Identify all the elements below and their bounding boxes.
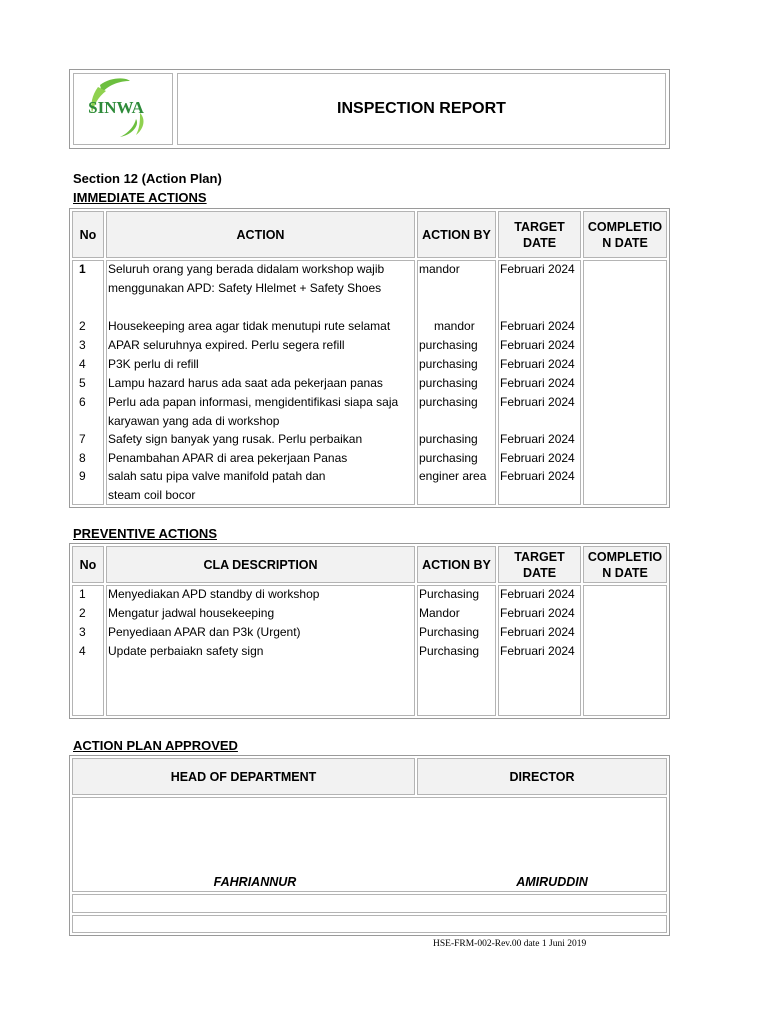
table-row-action-by: enginer area [419, 469, 487, 483]
table-row-description: Menyediakan APD standby di workshop [108, 587, 320, 601]
table-row-description: Mengatur jadwal housekeeping [108, 606, 275, 620]
col-header-completion-date: COMPLETIO N DATE [583, 211, 667, 258]
table-row-no: 6 [79, 395, 86, 409]
table-row-action-by: Mandor [419, 606, 460, 620]
table-row-target-date: Februari 2024 [500, 469, 575, 483]
company-logo [80, 75, 156, 143]
table-row-action: P3K perlu di refill [108, 357, 199, 371]
table-row-target-date: Februari 2024 [500, 451, 575, 465]
preventive-actions-heading: PREVENTIVE ACTIONS [73, 526, 217, 541]
col-header-target-date: TARGET DATE [498, 546, 581, 583]
table-row-action: Seluruh orang yang berada didalam workshop wajib menggunakan APD: Safety Hlelmet + Safety Shoes [108, 262, 385, 295]
table-row-target-date: Februari 2024 [500, 395, 575, 409]
table-row-target-date: Februari 2024 [500, 262, 575, 276]
table-row-action-by: purchasing [419, 395, 478, 409]
table-row-action: APAR seluruhnya expired. Perlu segera refill [108, 338, 345, 352]
body-col-completion-date [583, 260, 667, 505]
table-row-action: salah satu pipa valve manifold patah dan steam coil bocor [108, 469, 326, 502]
col-header-target-date: TARGET DATE [498, 211, 581, 258]
table-row-action: Housekeeping area agar tidak menutupi rute selamat [108, 319, 391, 333]
head-of-department-name: FAHRIANNUR [213, 875, 297, 889]
table-row-action-by: purchasing [419, 338, 478, 352]
approval-blank-row [72, 915, 667, 933]
table-row-action: Safety sign banyak yang rusak. Perlu perbaikan [108, 432, 363, 446]
table-row-no: 4 [79, 644, 86, 658]
approval-blank-row [72, 894, 667, 913]
table-row-action-by: Purchasing [419, 587, 480, 601]
table-row-target-date: Februari 2024 [500, 338, 575, 352]
table-row-no: 5 [79, 376, 86, 390]
form-reference: HSE-FRM-002-Rev.00 date 1 Juni 2019 [433, 939, 587, 949]
body-col-no [72, 260, 104, 505]
table-row-no: 9 [79, 469, 86, 483]
col-header-no: No [72, 211, 104, 258]
director-header: DIRECTOR [417, 758, 667, 795]
table-row-target-date: Februari 2024 [500, 357, 575, 371]
table-row-target-date: Februari 2024 [500, 625, 575, 639]
table-row-action-by: purchasing [419, 376, 478, 390]
col-header-cla-description: CLA DESCRIPTION [106, 546, 415, 583]
table-row-no: 1 [79, 262, 86, 276]
table-row-target-date: Februari 2024 [500, 319, 575, 333]
immediate-actions-heading: IMMEDIATE ACTIONS [73, 190, 207, 205]
page-title: INSPECTION REPORT [337, 100, 506, 117]
col-header-action-by: ACTION BY [417, 211, 496, 258]
head-of-department-header: HEAD OF DEPARTMENT [72, 758, 415, 795]
table-row-no: 1 [79, 587, 86, 601]
table-row-action: Penambahan APAR di area pekerjaan Panas [108, 451, 348, 465]
director-name: AMIRUDDIN [516, 875, 588, 889]
table-row-action-by: purchasing [419, 432, 478, 446]
approval-heading: ACTION PLAN APPROVED [73, 738, 238, 753]
table-row-action-by: mandor [419, 262, 460, 276]
table-row-no: 7 [79, 432, 86, 446]
col-header-completion-date: COMPLETIO N DATE [583, 546, 667, 583]
table-row-no: 2 [79, 319, 86, 333]
logo-text: SINWA [88, 98, 144, 117]
table-row-action-by: Purchasing [419, 625, 480, 639]
table-row-no: 3 [79, 338, 86, 352]
table-row-action: Perlu ada papan informasi, mengidentifikasi siapa saja karyawan yang ada di workshop [108, 395, 399, 428]
table-row-no: 4 [79, 357, 86, 371]
col-header-action-by: ACTION BY [417, 546, 496, 583]
table-row-description: Update perbaiakn safety sign [108, 644, 264, 658]
col-header-no: No [72, 546, 104, 583]
table-row-target-date: Februari 2024 [500, 376, 575, 390]
table-row-action-by: purchasing [419, 451, 478, 465]
body-col-no [72, 585, 104, 716]
table-row-target-date: Februari 2024 [500, 587, 575, 601]
body-col-completion-date [583, 585, 667, 716]
table-row-action-by: mandor [434, 319, 475, 333]
table-row-action-by: purchasing [419, 357, 478, 371]
section-title: Section 12 (Action Plan) [73, 171, 222, 186]
table-row-target-date: Februari 2024 [500, 606, 575, 620]
table-row-description: Penyediaan APAR dan P3k (Urgent) [108, 625, 301, 639]
table-row-target-date: Februari 2024 [500, 432, 575, 446]
table-row-action-by: Purchasing [419, 644, 480, 658]
table-row-no: 3 [79, 625, 86, 639]
table-row-target-date: Februari 2024 [500, 644, 575, 658]
table-row-no: 8 [79, 451, 86, 465]
col-header-action: ACTION [106, 211, 415, 258]
table-row-action: Lampu hazard harus ada saat ada pekerjaan panas [108, 376, 383, 390]
table-row-no: 2 [79, 606, 86, 620]
